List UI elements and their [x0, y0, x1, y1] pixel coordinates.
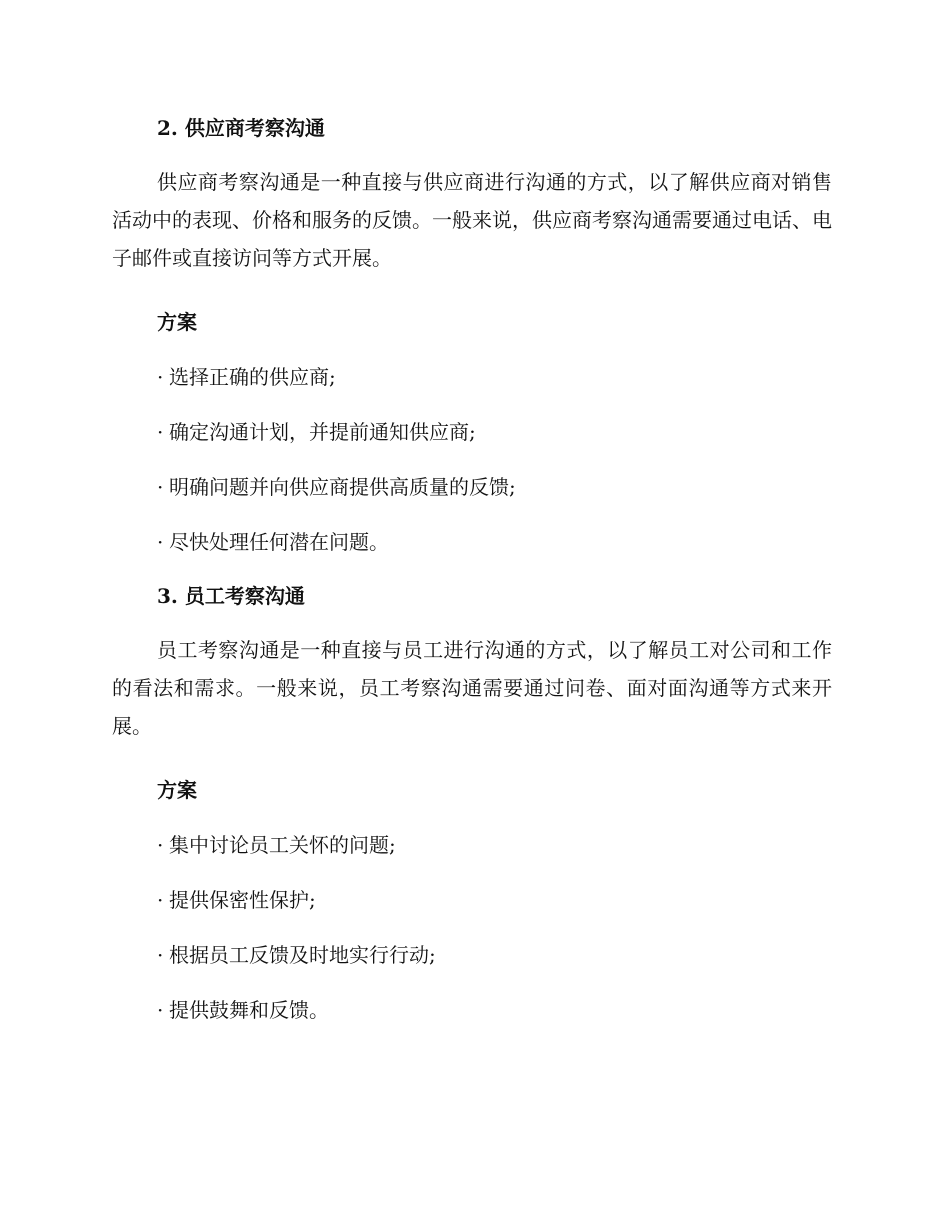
- bullet-text: 确定沟通计划，并提前通知供应商;: [169, 420, 476, 444]
- plan-heading-employee: 方案: [157, 778, 197, 802]
- section-paragraph-employee: 员工考察沟通是一种直接与员工进行沟通的方式，以了解员工对公司和工作的看法和需求。一般来说，员工考察沟通需要通过问卷、面对面沟通等方式来开展。: [112, 638, 832, 738]
- bullet-dot: ·: [157, 475, 164, 499]
- bullet-dot: ·: [157, 420, 164, 444]
- bullet-dot: ·: [157, 833, 164, 857]
- bullet-text: 提供保密性保护;: [169, 888, 316, 912]
- bullet-item: [157, 418, 476, 446]
- bullet-text: 集中讨论员工关怀的问题;: [169, 833, 396, 857]
- bullet-dot: ·: [157, 888, 164, 912]
- bullet-text: 选择正确的供应商;: [169, 365, 336, 389]
- bullet-item: [157, 886, 316, 914]
- bullet-item: [157, 831, 396, 859]
- bullet-text: 提供鼓舞和反馈。: [169, 998, 329, 1022]
- bullet-item: [157, 941, 436, 969]
- bullet-dot: ·: [157, 943, 164, 967]
- bullet-text: 明确问题并向供应商提供高质量的反馈;: [169, 475, 516, 499]
- plan-heading-supplier: 方案: [157, 310, 197, 334]
- bullet-item: [157, 363, 336, 391]
- bullet-text: 尽快处理任何潜在问题。: [169, 530, 389, 554]
- bullet-text: 根据员工反馈及时地实行行动;: [169, 943, 436, 967]
- section-heading-employee: 3. 员工考察沟通: [157, 584, 305, 608]
- bullet-dot: ·: [157, 530, 164, 554]
- bullet-dot: ·: [157, 365, 164, 389]
- section-heading-supplier: 2. 供应商考察沟通: [157, 116, 325, 140]
- bullet-item: [157, 528, 389, 556]
- bullet-item: [157, 996, 329, 1024]
- section-paragraph-supplier: 供应商考察沟通是一种直接与供应商进行沟通的方式，以了解供应商对销售活动中的表现、价格和服务的反馈。一般来说，供应商考察沟通需要通过电话、电子邮件或直接访问等方式开展。: [112, 170, 832, 270]
- bullet-dot: ·: [157, 998, 164, 1022]
- bullet-item: [157, 473, 516, 501]
